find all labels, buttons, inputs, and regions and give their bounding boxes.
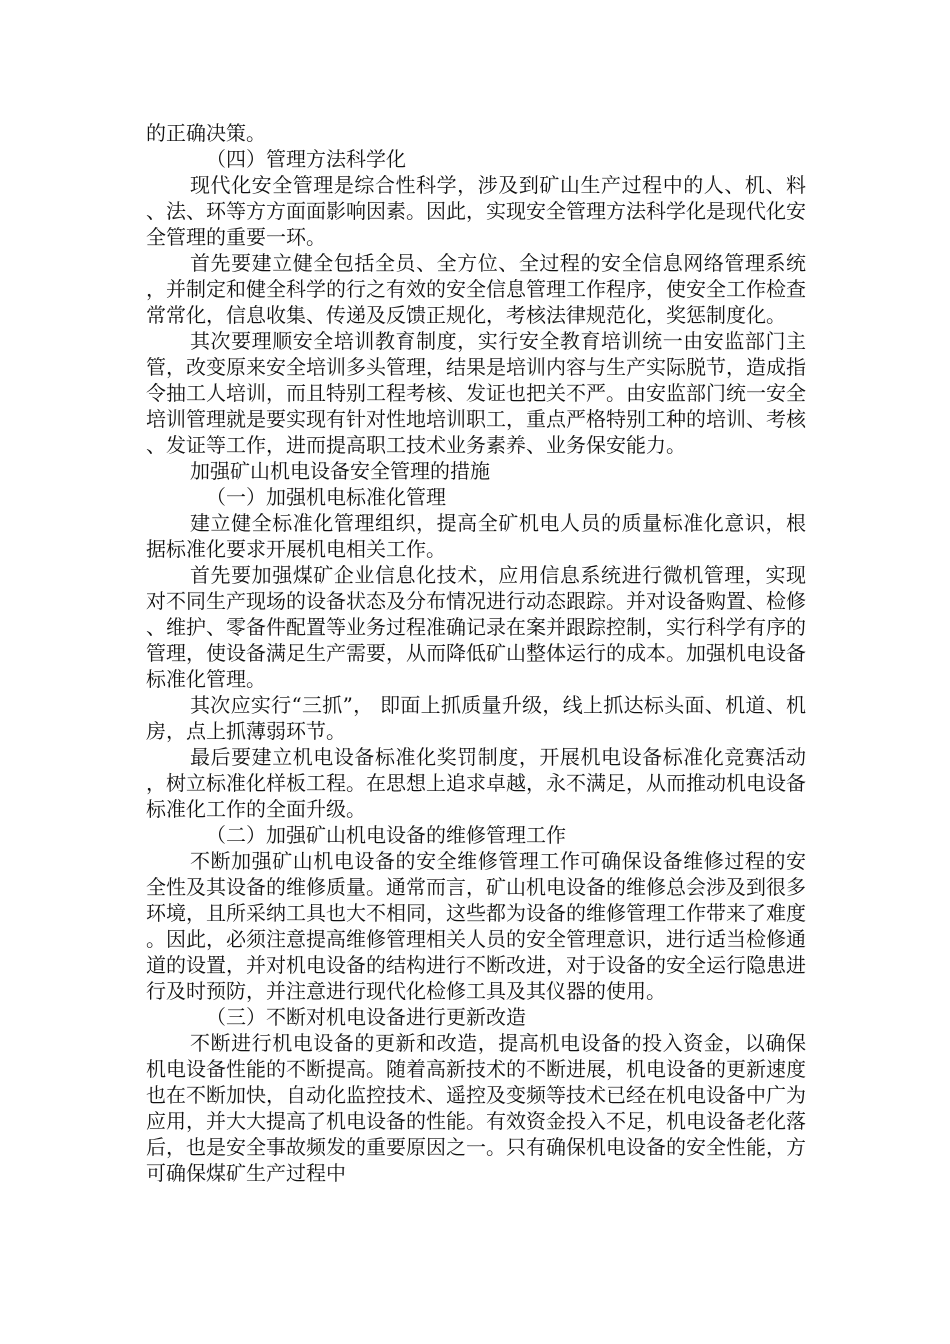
section-heading-4: （四）管理方法科学化 — [206, 147, 406, 171]
paragraph: 不断加强矿山机电设备的安全维修管理工作可确保设备维修过程的安全性及其设备的维修质量。通常而言，矿山机电设备的维修总会涉及到很多环境，且所采纳工具也大不相同，这些都为设备的维修管理工作带来了难度。因此，必须注意提高维修管理相关人员的安全管理意识，进行适当检修通道的设置，并对机电设备的结构进行不断改进，对于设备的安全运行隐患进行及时预防，并注意进行现代化检修工具及其仪器的使用。 — [146, 849, 806, 1003]
paragraph: 最后要建立机电设备标准化奖罚制度，开展机电设备标准化竞赛活动，树立标准化样板工程。在思想上追求卓越，永不满足，从而推动机电设备标准化工作的全面升级。 — [146, 745, 806, 821]
section-heading-2: （二）加强矿山机电设备的维修管理工作 — [206, 823, 566, 847]
section-heading-3: （三）不断对机电设备进行更新改造 — [206, 1005, 526, 1029]
paragraph: 现代化安全管理是综合性科学，涉及到矿山生产过程中的人、机、料、法、环等方方面面影响因素。因此，实现安全管理方法科学化是现代化安全管理的重要一环。 — [146, 173, 806, 249]
paragraph: 其次应实行“三抓”， 即面上抓质量升级，线上抓达标头面、机道、机房，点上抓薄弱环节。 — [146, 693, 806, 743]
paragraph: 不断进行机电设备的更新和改造，提高机电设备的投入资金，以确保机电设备性能的不断提高。随着高新技术的不断进展，机电设备的更新速度也在不断加快，自动化监控技术、遥控及变频等技术已经在机电设备中广为应用，并大大提高了机电设备的性能。有效资金投入不足，机电设备老化落后，也是安全事故频发的重要原因之一。只有确保机电设备的安全性能，方可确保煤矿生产过程中 — [146, 1031, 806, 1185]
paragraph-continuation: 的正确决策。 — [146, 121, 266, 145]
paragraph: 建立健全标准化管理组织，提高全矿机电人员的质量标准化意识，根据标准化要求开展机电相关工作。 — [146, 511, 806, 561]
document-page — [146, 120, 806, 1186]
section-title: 加强矿山机电设备安全管理的措施 — [190, 459, 490, 483]
paragraph: 首先要建立健全包括全员、全方位、全过程的安全信息网络管理系统，并制定和健全科学的行之有效的安全信息管理工作程序，使安全工作检查常常化，信息收集、传递及反馈正规化，考核法律规范化，奖惩制度化。 — [146, 251, 806, 327]
section-heading-1: （一）加强机电标准化管理 — [206, 485, 446, 509]
paragraph: 其次要理顺安全培训教育制度，实行安全教育培训统一由安监部门主管，改变原来安全培训多头管理，结果是培训内容与生产实际脱节，造成指令抽工人培训，而且特别工程考核、发证也把关不严。由安监部门统一安全培训管理就是要实现有针对性地培训职工，重点严格特别工种的培训、考核、发证等工作，进而提高职工技术业务素养、业务保安能力。 — [146, 329, 806, 457]
paragraph: 首先要加强煤矿企业信息化技术，应用信息系统进行微机管理，实现对不同生产现场的设备状态及分布情况进行动态跟踪。并对设备购置、检修、维护、零备件配置等业务过程准确记录在案并跟踪控制，实行科学有序的管理，使设备满足生产需要，从而降低矿山整体运行的成本。加强机电设备标准化管理。 — [146, 563, 806, 691]
